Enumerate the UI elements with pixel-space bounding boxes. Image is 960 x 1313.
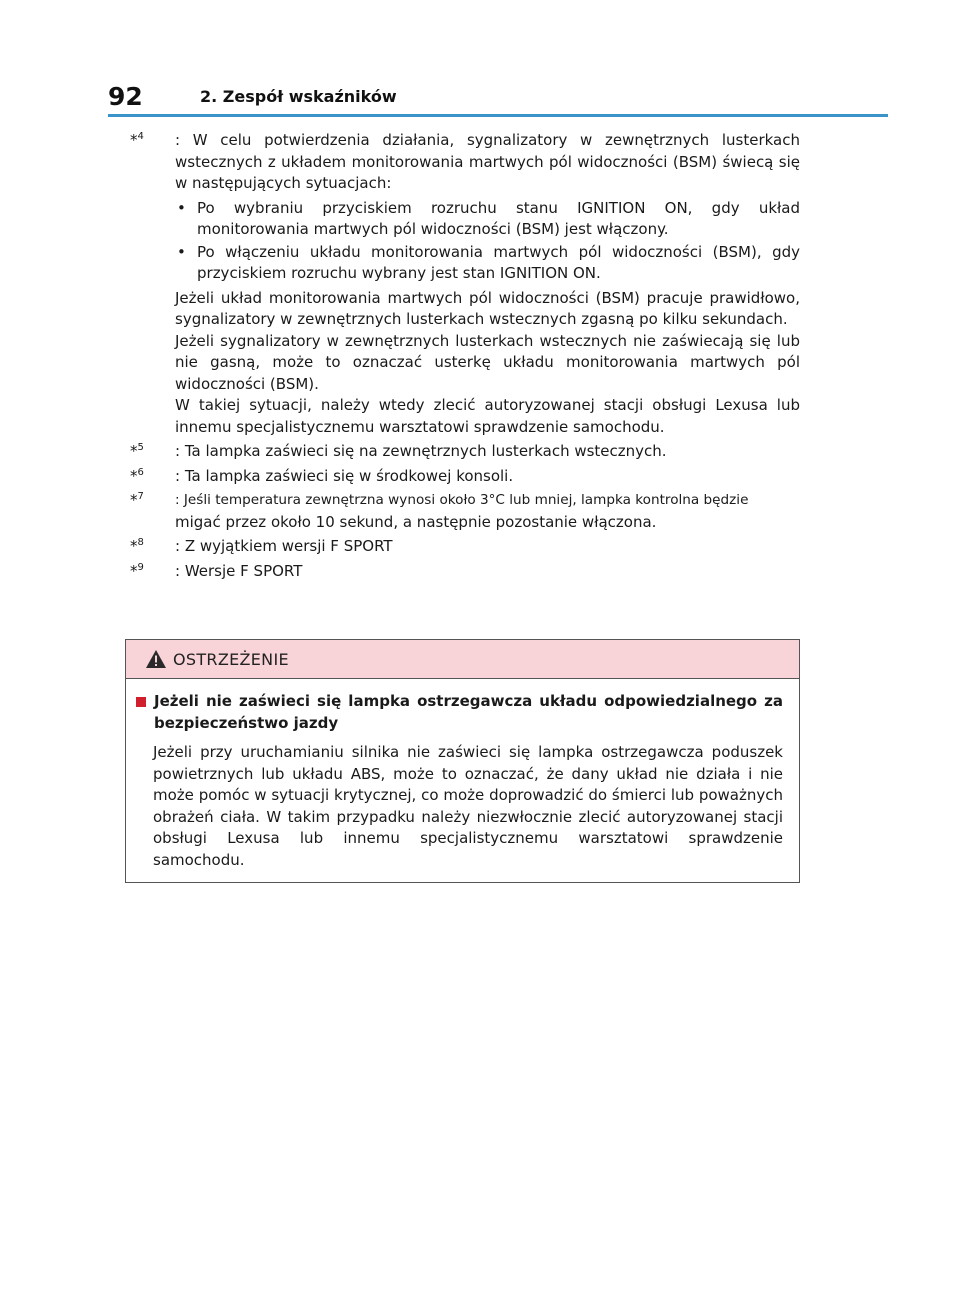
warning-text: Jeżeli przy uruchamianiu silnika nie zaświeci się lampka ostrzegawcza poduszek powietrznych lub układu ABS, może to oznaczać, że dany układ nie działa i nie może pomóc w sytuacji krytycznej, co może doprowadzić do śmierci lub poważnych obrażeń ciała. W takim przypadku należy niezwłocznie zlecić autoryzowanej stacji obsługi Lexusa lub innemu specjalistycznemu warsztatowi sprawdzenie samochodu. (153, 743, 783, 869)
footnote-text-continued: migać przez około 10 sekund, a następnie pozostanie włączona. (175, 512, 657, 531)
warning-body (126, 679, 799, 871)
paragraph: W takiej sytuacji, należy wtedy zlecić autoryzowanej stacji obsługi Lexusa lub innemu specjalistycznemu warsztatowi sprawdzenie samochodu. (175, 396, 800, 436)
footnote-4 (130, 130, 800, 438)
footnote-text: : W celu potwierdzenia działania, sygnalizatory w zewnętrznych lusterkach wstecznych z układem monitorowania martwych pól widoczności (BSM) świecą się w następujących sytuacjach: (175, 131, 800, 192)
warning-heading: Jeżeli nie zaświeci się lampka ostrzegawcza układu odpowiedzialnego za bezpieczeństwo jazdy (136, 691, 783, 734)
footnote-marker: *$^8$ (130, 537, 144, 555)
warning-title: OSTRZEŻENIE (173, 649, 289, 669)
footnote-5 (130, 441, 800, 463)
footnote-text: : Jeśli temperatura zewnętrzna wynosi około 3°C lub mniej, lampka kontrolna będzie (175, 492, 749, 508)
paragraph: Jeżeli układ monitorowania martwych pól widoczności (BSM) pracuje prawidłowo, sygnalizatory w zewnętrznych lusterkach wstecznych zgasną po kilku sekundach. (175, 288, 800, 328)
bullet-icon: • (177, 242, 186, 261)
footnote-marker: *$^5$ (130, 442, 144, 460)
section-title: 2. Zespół wskaźników (200, 87, 397, 106)
footnote-marker: *$^7$ (130, 491, 144, 509)
footnote-6 (130, 466, 800, 488)
footnotes (130, 130, 800, 582)
header-rule (108, 114, 888, 117)
footnote-text: : Ta lampka zaświeci się na zewnętrznych lusterkach wstecznych. (175, 442, 667, 460)
warning-header (126, 640, 799, 679)
warning-triangle-icon (145, 649, 167, 669)
footnote-marker: *$^6$ (130, 466, 144, 485)
list-item: • Po wybraniu przyciskiem rozruchu stanu IGNITION ON, gdy układ monitorowania martwych pól widoczności (BSM) jest włączony. (175, 198, 800, 241)
list-item: • Po włączeniu układu monitorowania martwych pól widoczności (BSM), gdy przyciskiem rozruchu wybrany jest stan IGNITION ON. (175, 242, 800, 285)
footnote-marker: *$^9$ (130, 561, 144, 580)
red-square-icon (136, 697, 146, 707)
page-number: 92 (108, 82, 143, 111)
bullet-icon: • (177, 198, 186, 217)
footnote-9 (130, 561, 800, 583)
paragraph: Jeżeli sygnalizatory w zewnętrznych lusterkach wstecznych nie zaświecają się lub nie gasną, może to oznaczać usterkę układu monitorowania martwych pól widoczności (BSM). (175, 331, 800, 393)
footnote-marker: *$^4$ (130, 131, 144, 149)
footnote-7 (130, 490, 800, 533)
warning-box (125, 639, 800, 883)
footnote-text: : Z wyjątkiem wersji F SPORT (175, 537, 393, 555)
footnote-8 (130, 536, 800, 558)
footnote-text: : Ta lampka zaświeci się w środkowej konsoli. (175, 466, 514, 485)
bullet-list (175, 198, 800, 285)
page-header (0, 0, 960, 120)
footnote-text: : Wersje F SPORT (175, 561, 303, 580)
